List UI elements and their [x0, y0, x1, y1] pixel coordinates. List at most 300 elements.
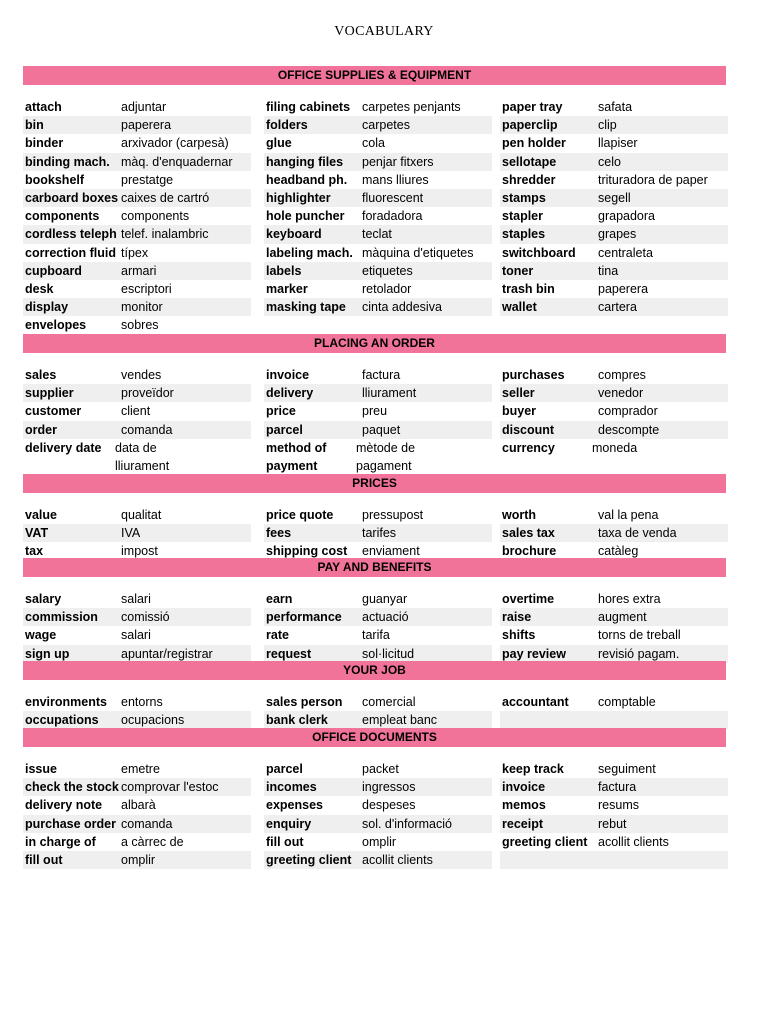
english-term: purchases — [502, 368, 565, 382]
english-term: toner — [502, 263, 534, 278]
vocab-row — [264, 98, 492, 116]
english-term: shredder — [502, 172, 556, 187]
catalan-translation: sol. d'informació — [362, 816, 452, 831]
vocab-column — [500, 760, 728, 869]
catalan-translation: augment — [598, 610, 647, 625]
english-term: bookshelf — [25, 172, 85, 187]
english-term: switchboard — [502, 245, 576, 260]
catalan-translation: penjar fitxers — [362, 154, 434, 169]
catalan-translation: compres — [598, 368, 646, 382]
vocab-row — [23, 153, 251, 171]
english-term: binding mach. — [25, 154, 110, 169]
english-term: rate — [266, 628, 289, 643]
english-term: paper tray — [502, 100, 563, 114]
english-term: sign up — [25, 646, 70, 661]
english-term: sellotape — [502, 154, 557, 169]
catalan-translation: foradadora — [362, 209, 423, 224]
vocab-row — [264, 171, 492, 189]
catalan-translation: empleat banc — [362, 713, 438, 728]
catalan-translation: comercial — [362, 695, 416, 709]
vocab-row — [264, 833, 492, 851]
english-term: environments — [25, 695, 107, 709]
catalan-translation: resums — [598, 798, 639, 813]
vocab-row — [23, 851, 251, 869]
vocab-row — [23, 280, 251, 298]
section-header: YOUR JOB — [23, 661, 726, 680]
vocab-row — [500, 298, 728, 316]
vocab-row — [500, 851, 728, 869]
catalan-translation: hores extra — [598, 592, 661, 606]
english-term: occupations — [25, 713, 99, 728]
catalan-translation: típex — [121, 245, 149, 260]
vocab-row — [23, 439, 251, 475]
english-term: discount — [502, 422, 555, 437]
catalan-translation: apuntar/registrar — [121, 646, 213, 661]
vocab-row — [264, 262, 492, 280]
catalan-translation: data de lliurament — [115, 440, 170, 474]
vocab-row — [500, 189, 728, 207]
catalan-translation: enviament — [362, 544, 420, 559]
vocab-column — [23, 590, 251, 663]
vocab-row — [23, 506, 251, 524]
vocab-row — [500, 590, 728, 608]
english-term: glue — [266, 136, 292, 151]
english-term: wallet — [502, 300, 537, 315]
vocab-row — [264, 760, 492, 778]
vocab-row — [23, 402, 251, 420]
english-term: value — [25, 508, 57, 522]
catalan-translation: omplir — [362, 834, 397, 849]
vocab-row — [264, 693, 492, 711]
vocab-row — [264, 626, 492, 644]
english-term: memos — [502, 798, 546, 813]
vocab-row — [500, 244, 728, 262]
catalan-translation: màq. d'enquadernar — [121, 154, 233, 169]
catalan-translation: etiquetes — [362, 263, 413, 278]
english-term: delivery — [266, 386, 314, 401]
catalan-translation: tina — [598, 263, 619, 278]
english-term: stapler — [502, 209, 543, 224]
vocab-row — [264, 225, 492, 243]
vocab-column — [500, 693, 728, 729]
english-term: overtime — [502, 592, 555, 606]
vocab-row — [23, 207, 251, 225]
catalan-translation: comprador — [598, 404, 658, 419]
vocab-row — [23, 626, 251, 644]
vocab-row — [23, 608, 251, 626]
vocab-column — [264, 98, 492, 316]
vocab-row — [23, 760, 251, 778]
vocab-row — [23, 524, 251, 542]
english-term: buyer — [502, 404, 537, 419]
vocab-row — [500, 833, 728, 851]
catalan-translation: celo — [598, 154, 621, 169]
catalan-translation: trituradora de paper — [598, 172, 708, 187]
catalan-translation: omplir — [121, 853, 156, 868]
english-term: pen holder — [502, 136, 566, 151]
vocab-row — [500, 506, 728, 524]
vocab-row — [264, 608, 492, 626]
english-term: fill out — [25, 853, 63, 868]
vocab-row — [264, 134, 492, 152]
english-term: seller — [502, 386, 535, 401]
vocab-row — [500, 366, 728, 384]
catalan-translation: acollit clients — [598, 834, 669, 849]
english-term: cupboard — [25, 263, 82, 278]
english-term: staples — [502, 227, 546, 242]
vocab-row — [23, 98, 251, 116]
catalan-translation: monitor — [121, 300, 163, 315]
catalan-translation: carpetes penjants — [362, 100, 461, 114]
vocab-row — [264, 244, 492, 262]
english-term: delivery note — [25, 798, 103, 813]
english-term: customer — [25, 404, 82, 419]
english-term: parcel — [266, 422, 303, 437]
vocab-row — [264, 524, 492, 542]
catalan-translation: telef. inalambric — [121, 227, 209, 242]
vocab-row — [264, 207, 492, 225]
vocab-row — [23, 134, 251, 152]
english-term: keep track — [502, 762, 564, 776]
catalan-translation: factura — [598, 780, 637, 795]
vocab-row — [264, 189, 492, 207]
vocab-column — [23, 506, 251, 561]
catalan-translation: tarifa — [362, 628, 390, 643]
vocab-row — [264, 116, 492, 134]
vocab-column — [264, 760, 492, 869]
english-term: worth — [502, 508, 537, 522]
catalan-translation: qualitat — [121, 508, 162, 522]
english-term: display — [25, 300, 69, 315]
english-term: price — [266, 404, 296, 419]
english-term: highlighter — [266, 191, 331, 206]
english-term: components — [25, 209, 100, 224]
english-term: bin — [25, 118, 44, 133]
catalan-translation: salari — [121, 628, 151, 643]
catalan-translation: caixes de cartró — [121, 191, 210, 206]
section-header: OFFICE DOCUMENTS — [23, 728, 726, 747]
catalan-translation: centraleta — [598, 245, 653, 260]
catalan-translation: retolador — [362, 282, 412, 297]
vocab-row — [23, 116, 251, 134]
english-term: stamps — [502, 191, 546, 206]
english-term: check the stock — [25, 780, 119, 795]
vocab-row — [500, 153, 728, 171]
english-term: supplier — [25, 386, 74, 401]
page-title: VOCABULARY — [334, 24, 434, 39]
vocab-row — [500, 421, 728, 439]
english-term: request — [266, 646, 312, 661]
vocab-row — [500, 778, 728, 796]
catalan-translation: taxa de venda — [598, 526, 677, 541]
catalan-translation: a càrrec de — [121, 834, 184, 849]
catalan-translation: rebut — [598, 816, 627, 831]
english-term: shipping cost — [266, 544, 348, 559]
vocab-row — [264, 796, 492, 814]
catalan-translation: cartera — [598, 300, 637, 315]
catalan-translation: venedor — [598, 386, 644, 401]
catalan-translation: comissió — [121, 610, 170, 625]
vocab-row — [500, 225, 728, 243]
vocab-column — [23, 366, 251, 475]
catalan-translation: seguiment — [598, 762, 656, 776]
english-term: fill out — [266, 834, 304, 849]
catalan-translation: emetre — [121, 762, 160, 776]
catalan-translation: moneda — [592, 440, 638, 455]
vocab-row — [500, 524, 728, 542]
vocab-row — [23, 244, 251, 262]
catalan-translation: acollit clients — [362, 853, 433, 868]
vocab-row — [264, 153, 492, 171]
vocab-column — [23, 760, 251, 869]
catalan-translation: descompte — [598, 422, 660, 437]
vocab-row — [264, 298, 492, 316]
english-term: accountant — [502, 695, 569, 709]
english-term: order — [25, 422, 57, 437]
vocab-row — [500, 134, 728, 152]
english-term: greeting client — [502, 834, 588, 849]
english-term: parcel — [266, 762, 303, 776]
vocab-row — [500, 626, 728, 644]
catalan-translation: mans lliures — [362, 172, 429, 187]
vocab-row — [23, 711, 251, 729]
english-term: binder — [25, 136, 64, 151]
catalan-translation: clip — [598, 118, 617, 133]
vocab-row — [23, 262, 251, 280]
english-term: cordless teleph — [25, 227, 117, 242]
section-header: PAY AND BENEFITS — [23, 558, 726, 577]
catalan-translation: pressupost — [362, 508, 424, 522]
catalan-translation: lliurament — [362, 386, 417, 401]
catalan-translation: cinta addesiva — [362, 300, 442, 315]
catalan-translation: segell — [598, 191, 631, 206]
catalan-translation: mètode de pagament — [356, 440, 416, 474]
catalan-translation: comanda — [121, 422, 173, 437]
vocab-column — [500, 98, 728, 316]
catalan-translation: tarifes — [362, 526, 397, 541]
vocab-row — [23, 171, 251, 189]
english-term: attach — [25, 100, 62, 114]
catalan-translation: màquina d'etiquetes — [362, 245, 474, 260]
english-term: correction fluid — [25, 245, 116, 260]
english-term: masking tape — [266, 300, 346, 315]
catalan-translation: paquet — [362, 422, 401, 437]
english-term: trash bin — [502, 282, 555, 297]
vocab-column — [500, 590, 728, 663]
vocab-row — [264, 439, 492, 475]
english-term: performance — [266, 610, 342, 625]
vocab-row — [500, 384, 728, 402]
vocab-row — [500, 207, 728, 225]
vocab-column — [264, 506, 492, 561]
catalan-translation: comptable — [598, 695, 656, 709]
catalan-translation: carpetes — [362, 118, 410, 133]
english-term: bank clerk — [266, 713, 328, 728]
vocab-row — [500, 98, 728, 116]
vocab-column — [23, 98, 251, 335]
vocab-row — [23, 796, 251, 814]
english-term: raise — [502, 610, 532, 625]
english-term: sales tax — [502, 526, 555, 541]
english-term: fees — [266, 526, 292, 541]
vocab-column — [500, 506, 728, 561]
english-term: delivery date — [25, 440, 102, 455]
vocab-row — [23, 833, 251, 851]
catalan-translation: ocupacions — [121, 713, 185, 728]
english-term: price quote — [266, 508, 334, 522]
catalan-translation: factura — [362, 368, 401, 382]
vocab-row — [264, 384, 492, 402]
english-term: envelopes — [25, 318, 87, 333]
english-term: headband ph. — [266, 172, 348, 187]
catalan-translation: fluorescent — [362, 191, 424, 206]
english-term: keyboard — [266, 227, 322, 242]
english-term: pay review — [502, 646, 566, 661]
catalan-translation: despeses — [362, 798, 416, 813]
english-term: incomes — [266, 780, 317, 795]
catalan-translation: llapiser — [598, 136, 638, 151]
english-term: earn — [266, 592, 293, 606]
vocab-column — [500, 366, 728, 475]
vocab-row — [500, 711, 728, 729]
english-term: sales — [25, 368, 57, 382]
english-term: tax — [25, 544, 44, 559]
english-term: invoice — [502, 780, 546, 795]
english-term: receipt — [502, 816, 543, 831]
catalan-translation: armari — [121, 263, 157, 278]
vocab-row — [23, 298, 251, 316]
english-term: carboard boxes — [25, 191, 119, 206]
vocab-row — [264, 402, 492, 420]
english-term: commission — [25, 610, 98, 625]
catalan-translation: components — [121, 209, 190, 224]
vocab-column — [23, 693, 251, 729]
catalan-translation: grapes — [598, 227, 637, 242]
catalan-translation: ingressos — [362, 780, 416, 795]
english-term: salary — [25, 592, 62, 606]
catalan-translation: sol·licitud — [362, 646, 415, 661]
vocab-column — [264, 693, 492, 729]
catalan-translation: escriptori — [121, 282, 172, 297]
catalan-translation: sobres — [121, 318, 159, 333]
catalan-translation: packet — [362, 762, 399, 776]
english-term: enquiry — [266, 816, 312, 831]
vocab-row — [264, 815, 492, 833]
vocab-row — [23, 366, 251, 384]
english-term: labels — [266, 263, 302, 278]
vocab-row — [264, 851, 492, 869]
catalan-translation: val la pena — [598, 508, 659, 522]
vocab-row — [23, 421, 251, 439]
catalan-translation: revisió pagam. — [598, 646, 680, 661]
vocab-row — [23, 693, 251, 711]
catalan-translation: comanda — [121, 816, 173, 831]
vocab-row — [264, 590, 492, 608]
english-term: purchase order — [25, 816, 117, 831]
vocab-row — [264, 280, 492, 298]
vocab-column — [264, 366, 492, 475]
vocab-row — [23, 225, 251, 243]
vocab-row — [23, 590, 251, 608]
vocab-row — [500, 171, 728, 189]
catalan-translation: albarà — [121, 798, 156, 813]
catalan-translation: paperera — [121, 118, 172, 133]
english-term: folders — [266, 118, 308, 133]
catalan-translation: safata — [598, 100, 633, 114]
vocab-column — [264, 590, 492, 663]
vocab-row — [23, 815, 251, 833]
section-header: PLACING AN ORDER — [23, 334, 726, 353]
catalan-translation: catàleg — [598, 544, 639, 559]
vocab-row — [23, 316, 251, 334]
section-header: OFFICE SUPPLIES & EQUIPMENT — [23, 66, 726, 85]
catalan-translation: comprovar l'estoc — [121, 780, 219, 795]
section-header: PRICES — [23, 474, 726, 493]
english-term: method of payment — [266, 440, 327, 474]
catalan-translation: cola — [362, 136, 385, 151]
vocab-row — [500, 280, 728, 298]
english-term: marker — [266, 282, 308, 297]
english-term: hanging files — [266, 154, 344, 169]
vocab-row — [264, 711, 492, 729]
vocab-row — [23, 778, 251, 796]
catalan-translation: paperera — [598, 282, 649, 297]
english-term: hole puncher — [266, 209, 345, 224]
vocab-row — [500, 439, 728, 475]
english-term: in charge of — [25, 834, 96, 849]
vocab-row — [500, 760, 728, 778]
catalan-translation: arxivador (carpesà) — [121, 136, 229, 151]
catalan-translation: actuació — [362, 610, 409, 625]
vocab-row — [500, 402, 728, 420]
english-term: greeting client — [266, 853, 352, 868]
vocab-row — [264, 421, 492, 439]
vocab-row — [264, 506, 492, 524]
english-term: invoice — [266, 368, 310, 382]
catalan-translation: adjuntar — [121, 100, 167, 114]
english-term: brochure — [502, 544, 557, 559]
vocab-row — [23, 189, 251, 207]
vocab-row — [500, 693, 728, 711]
vocab-row — [500, 262, 728, 280]
vocab-row — [23, 384, 251, 402]
catalan-translation: torns de treball — [598, 628, 681, 643]
catalan-translation: grapadora — [598, 209, 655, 224]
vocab-row — [264, 366, 492, 384]
catalan-translation: vendes — [121, 368, 162, 382]
catalan-translation: salari — [121, 592, 151, 606]
english-term: desk — [25, 282, 54, 297]
catalan-translation: teclat — [362, 227, 392, 242]
vocab-row — [500, 116, 728, 134]
vocab-row — [500, 608, 728, 626]
english-term: expenses — [266, 798, 323, 813]
english-term: currency — [502, 440, 555, 455]
english-term: filing cabinets — [266, 100, 351, 114]
english-term: sales person — [266, 695, 343, 709]
catalan-translation: entorns — [121, 695, 163, 709]
catalan-translation: guanyar — [362, 592, 408, 606]
vocab-row — [264, 778, 492, 796]
english-term: labeling mach. — [266, 245, 353, 260]
english-term: shifts — [502, 628, 536, 643]
english-term: paperclip — [502, 118, 558, 133]
catalan-translation: client — [121, 404, 151, 419]
catalan-translation: IVA — [121, 526, 141, 541]
vocab-row — [500, 815, 728, 833]
english-term: VAT — [25, 526, 49, 541]
catalan-translation: proveïdor — [121, 386, 174, 401]
